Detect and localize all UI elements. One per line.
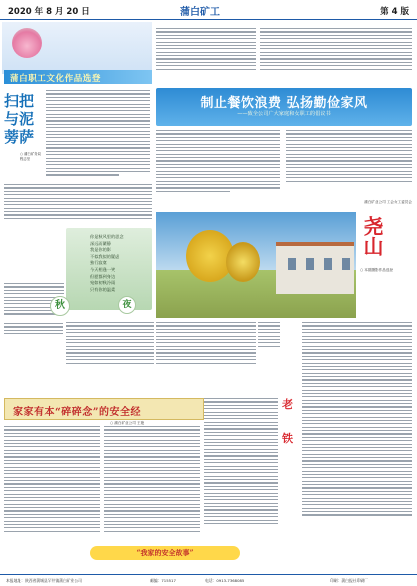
headline-byline: 蒲白矿业公司 工会女工委员会	[364, 200, 412, 204]
page-header	[0, 0, 417, 20]
poem-line: 今天相逢一笑	[90, 266, 116, 272]
section-banner-label: 蒲白职工文化作品选登	[10, 74, 102, 84]
masthead: 蒲白矿工	[180, 7, 220, 18]
photo-caption-block	[360, 216, 412, 273]
feature-title: 扫把与泥蒡萨	[4, 92, 35, 146]
poem-lines	[90, 234, 148, 293]
lower-text-a	[66, 322, 154, 366]
story-banner-label: “我家的安全故事”	[136, 548, 194, 557]
lotus-flower-icon	[12, 28, 42, 58]
lotus-image	[2, 22, 152, 74]
lower-text-b	[156, 322, 256, 366]
poem-line: 你是秋风里的思念	[90, 234, 124, 239]
feature-body-text-2	[4, 184, 152, 221]
issue-date: 2020 年 8 月 20 日	[8, 7, 90, 17]
photo-meta: ○ 本期摄影作品选登	[360, 268, 394, 272]
poem-line: 深远而繁静	[90, 240, 111, 246]
poem-seal-qiu: 秋	[50, 296, 70, 316]
section-banner	[4, 70, 152, 84]
poem-line: 只有你的温柔	[90, 286, 116, 292]
feature-body-text	[46, 90, 150, 178]
autumn-poem-block	[66, 228, 152, 310]
lower-text-d	[302, 322, 412, 518]
poem-line: 但愿都到身边	[90, 273, 116, 279]
poem-line: 宛如初秋冷雨	[90, 280, 116, 286]
lower-text-c	[258, 322, 280, 349]
safety-text-a	[4, 426, 100, 534]
edition-number: 第 4 版	[380, 7, 409, 17]
main-subheadline: ——致全公司广大家庭和女职工的倡议书	[237, 111, 331, 117]
poem-line: 我是你的影	[90, 247, 111, 253]
headline-body-b	[286, 130, 412, 184]
footer-phone: 电话：0913-7368085	[205, 578, 245, 583]
safety-article-banner	[4, 398, 204, 420]
headline-body-a	[156, 130, 280, 194]
side-title-char-1: 老	[282, 398, 293, 411]
safety-text-c	[204, 398, 278, 526]
footer-postcode: 邮编：715517	[150, 578, 176, 583]
main-headline-banner	[156, 88, 412, 126]
feature-byline: ○ 蒲白矿务局 程志坚	[20, 152, 41, 161]
autumn-campus-photo	[156, 212, 356, 318]
safety-article-byline: ○ 蒲白矿业公司 王艳	[110, 421, 145, 425]
right-top-text	[260, 28, 412, 72]
footer-address: 本报地址：陕西省蒲城县罕井镇蒲白矿业公司	[6, 578, 82, 583]
ginkgo-tree-image	[226, 242, 260, 282]
footer-printer: 印刷：蒲白报社印刷厂	[330, 578, 368, 583]
main-headline: 制止餐饮浪费 弘扬勤俭家风	[200, 96, 368, 111]
poem-seal-ye: 夜	[118, 296, 136, 314]
poem-line: 独行寂寞	[90, 260, 107, 266]
safety-article-title: 家家有本“碎碎念”的安全经	[13, 407, 142, 418]
photo-title: 尧山	[360, 216, 384, 256]
page-footer	[0, 574, 417, 586]
side-title-char-2: 铁	[282, 432, 293, 445]
story-banner	[90, 546, 240, 560]
poem-line: 不似我拟的疑虑	[90, 253, 120, 259]
safety-text-b	[104, 426, 200, 534]
center-top-text	[156, 28, 256, 72]
